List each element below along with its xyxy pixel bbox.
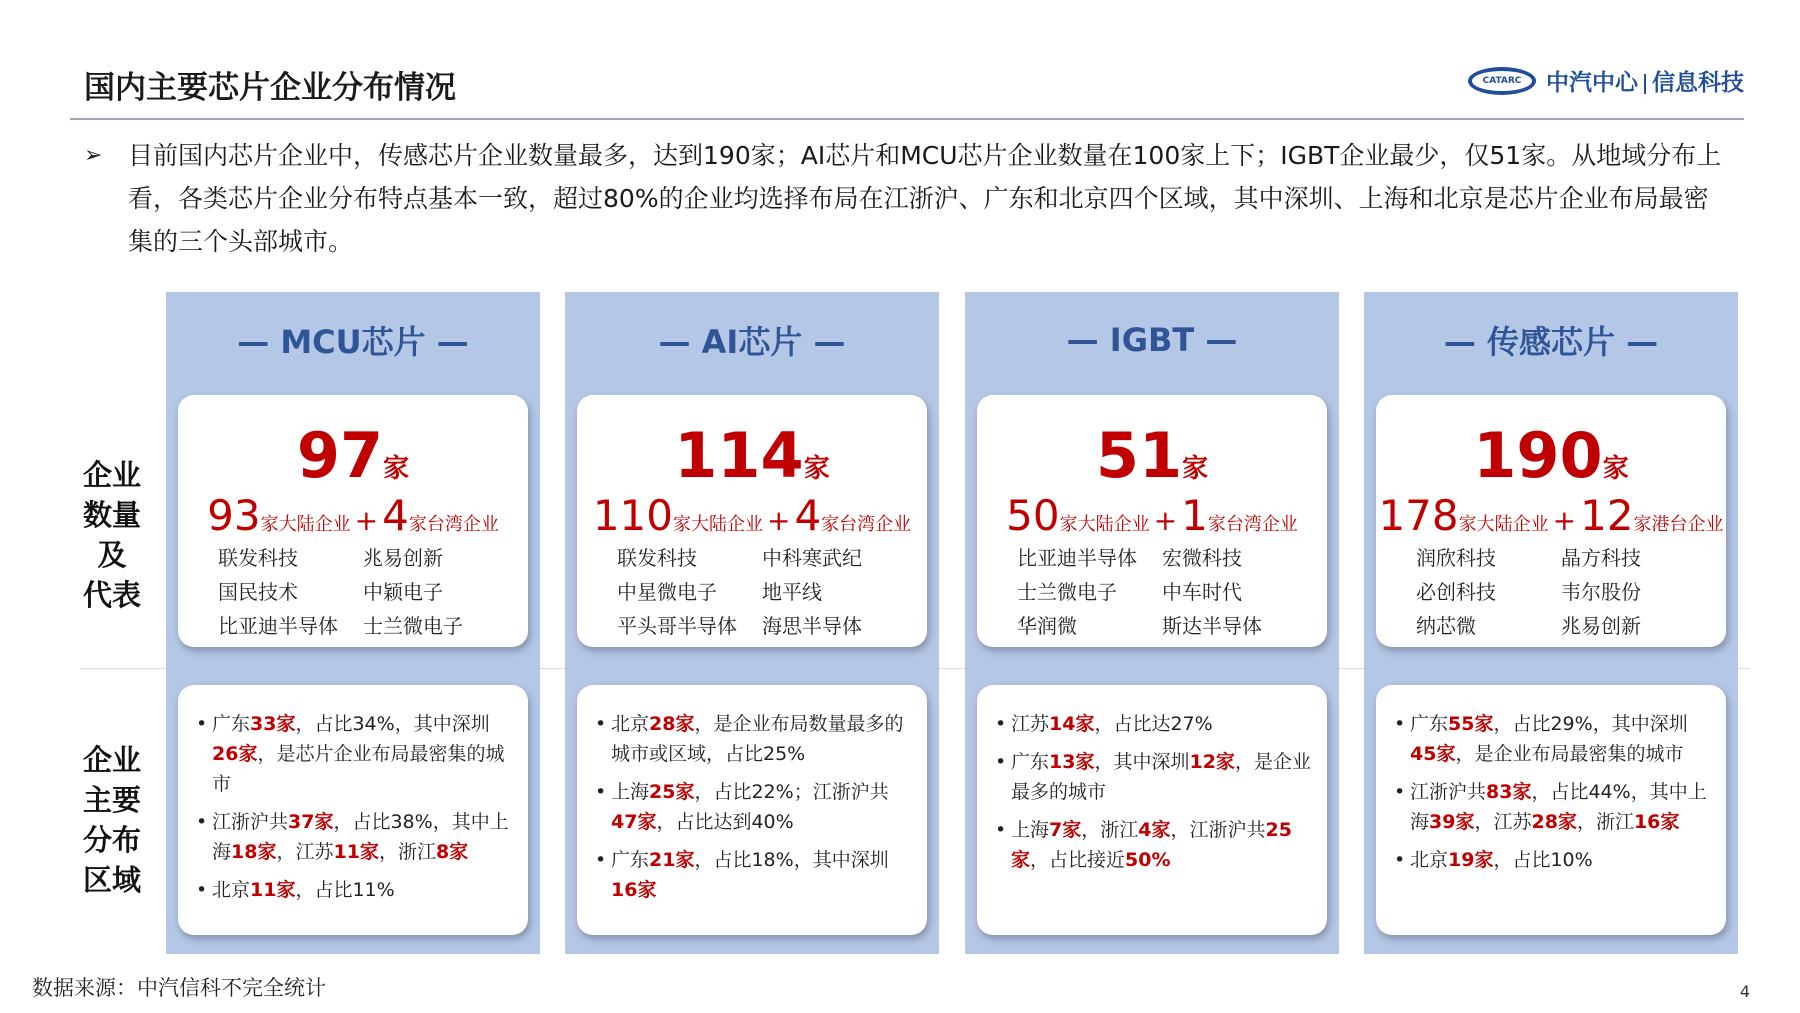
total-unit: 家 [803,454,830,484]
bullet-dot-icon: • [595,781,607,803]
region-bullet [1394,709,1712,769]
representative-company: 比亚迪半导体 [218,614,338,638]
logo-text [1546,64,1744,97]
region-card [1376,685,1726,935]
bullet-segment: ，占比34%，其中深圳 [295,713,490,735]
row-label-line: 分布 [82,823,141,857]
region-bullet [1394,777,1712,837]
region-bullet [995,815,1313,875]
bullet-segment: ，占比22%；江浙沪共 [694,781,889,803]
row-label-region [76,740,148,900]
count-breakdown [577,491,927,540]
region-bullet [1394,845,1712,875]
bullet-dot-icon: • [1394,849,1406,871]
bullet-segment: ，占比11% [295,879,395,901]
bullet-segment: 16家 [611,879,657,901]
bullet-segment: 28家 [1531,811,1577,833]
representative-company: 兆易创新 [1561,614,1641,638]
region-card [577,685,927,935]
bullet-segment: ，江苏 [276,841,334,863]
count-card [1376,395,1726,647]
mainland-count: 178 [1378,491,1459,540]
bullet-dot-icon: • [1394,713,1406,735]
other-label: 家台湾企业 [821,514,912,535]
representative-company: 士兰微电子 [363,614,463,638]
bullet-segment: 广东 [212,713,251,735]
bullet-segment: 广东 [1410,713,1449,735]
representative-company: 兆易创新 [363,546,443,570]
representative-company: 华润微 [1017,614,1077,638]
total-number: 190 [1473,419,1603,492]
bullet-segment: 33家 [250,713,296,735]
representative-companies [1416,545,1706,639]
bullet-segment: 39家 [1429,811,1475,833]
bullet-segment: ，浙江 [1081,819,1139,841]
bullet-segment: 25家 [649,781,695,803]
bullet-segment: ，占比38%，其中上海 [212,811,509,863]
bullet-segment: 上海 [611,781,650,803]
bullet-segment: 8家 [435,841,469,863]
bullet-segment: 37家 [288,811,334,833]
arrow-bullet-icon: ➢ [84,143,103,168]
bullet-segment: ，是企业布局最密集的城市 [1455,743,1684,765]
logo-divider [1644,74,1646,94]
representative-company: 中车时代 [1162,580,1242,604]
bullet-segment: ，占比29%，其中深圳 [1493,713,1688,735]
bullet-segment: 26家 [212,743,258,765]
bullet-dot-icon: • [995,713,1007,735]
bullet-segment: ，江苏 [1474,811,1532,833]
mainland-label: 家大陆企业 [1458,514,1549,535]
representative-company: 联发科技 [617,546,697,570]
mainland-label: 家大陆企业 [1059,514,1150,535]
row-label-line: 主要 [82,783,141,817]
intro-paragraph [84,134,1724,263]
region-bullet [595,709,913,769]
page-number: 4 [1739,982,1750,1001]
bullet-segment: 19家 [1448,849,1494,871]
region-bullet [995,709,1313,739]
representative-company: 中星微电子 [617,580,717,604]
bullet-segment: ，占比10% [1493,849,1593,871]
mainland-label: 家大陆企业 [260,514,351,535]
plus-sign: + [1153,504,1178,537]
data-source: 数据来源：中汽信科不完全统计 [32,976,326,1000]
column-sensor [1364,292,1738,954]
representative-company: 润欣科技 [1416,546,1496,570]
total-count [1376,419,1726,492]
count-breakdown [1376,491,1726,540]
representative-company: 比亚迪半导体 [1017,546,1137,570]
representative-company: 韦尔股份 [1561,580,1641,604]
mainland-count: 110 [592,491,673,540]
mainland-label: 家大陆企业 [672,514,763,535]
region-bullets [1394,709,1712,883]
row-label-line: 区域 [82,863,141,897]
region-card [977,685,1327,935]
bullet-segment: 50% [1125,849,1171,871]
bullet-text [212,709,514,799]
bullet-dot-icon: • [196,713,208,735]
total-unit: 家 [383,454,410,484]
total-number: 97 [296,419,384,492]
representative-company: 宏微科技 [1162,546,1242,570]
region-card [178,685,528,935]
bullet-dot-icon: • [196,811,208,833]
bullet-segment: ，占比44%，其中上海 [1410,781,1707,833]
bullet-segment: 45家 [1410,743,1456,765]
representative-company: 必创科技 [1416,580,1496,604]
bullet-text [611,709,913,769]
bullet-segment: 北京 [1410,849,1449,871]
other-count: 4 [382,491,409,540]
bullet-dot-icon: • [995,819,1007,841]
bullet-dot-icon: • [995,751,1007,773]
total-unit: 家 [1182,454,1209,484]
column-title: — MCU芯片 — [237,323,469,361]
count-card [577,395,927,647]
total-number: 114 [674,419,804,492]
plus-sign: + [354,504,379,537]
intro-text: 目前国内芯片企业中，传感芯片企业数量最多，达到190家；AI芯片和MCU芯片企业数量在100家上下；IGBT企业最少，仅51家。从地域分布上看，各类芯片企业分布特点基本一致，超过80%的企业均选择布局在江浙沪、广东和北京四个区域，其中深圳、上海和北京是芯片企业布局最密集的三个头部城市。 [128,141,1722,256]
bullet-segment: 12家 [1189,751,1235,773]
column-mcu [166,292,540,954]
mainland-count: 50 [1006,491,1060,540]
bullet-segment: 4家 [1138,819,1171,841]
bullet-segment: 13家 [1049,751,1095,773]
row-label-count [76,455,148,615]
row-label-line: 数量 [82,498,141,532]
region-bullet [595,845,913,905]
bullet-text [212,807,514,867]
bullet-segment: 北京 [212,879,251,901]
region-bullet [196,709,514,799]
bullet-segment: ，是芯片企业布局最密集的城市 [212,743,505,795]
representative-company: 海思半导体 [762,614,862,638]
bullet-text [1011,815,1313,875]
bullet-segment: ，是企业最多的城市 [1011,751,1311,803]
bullet-segment: 21家 [649,849,695,871]
bullet-dot-icon: • [196,879,208,901]
region-bullet [995,747,1313,807]
plus-sign: + [766,504,791,537]
row-label-line: 企业 [82,458,141,492]
logo-right-text: 信息科技 [1652,70,1744,96]
count-card [977,395,1327,647]
region-bullets [196,709,514,913]
representative-company: 平头哥半导体 [617,614,737,638]
mainland-count: 93 [207,491,261,540]
representative-company: 国民技术 [218,580,298,604]
other-label: 家港台企业 [1633,514,1724,535]
bullet-segment: 18家 [231,841,277,863]
bullet-text [611,845,913,905]
other-count: 1 [1181,491,1208,540]
bullet-segment: ，占比达27% [1094,713,1213,735]
bullet-segment: ，浙江 [1576,811,1634,833]
bullet-segment: 江苏 [1011,713,1050,735]
representative-company: 地平线 [762,580,822,604]
representative-company: 斯达半导体 [1162,614,1262,638]
bullet-text [1410,845,1593,875]
bullet-segment: ，江浙沪共 [1170,819,1266,841]
bullet-segment: 广东 [1011,751,1050,773]
bullet-segment: 11家 [333,841,379,863]
row-label-line: 代表 [82,578,141,612]
bullet-text [1410,709,1712,769]
representative-company: 晶方科技 [1561,546,1641,570]
bullet-segment: 14家 [1049,713,1095,735]
bullet-text [1011,747,1313,807]
bullet-segment: 11家 [250,879,296,901]
bullet-segment: 广东 [611,849,650,871]
column-title: — 传感芯片 — [1443,323,1659,361]
representative-company: 士兰微电子 [1017,580,1117,604]
bullet-segment: 28家 [649,713,695,735]
region-bullet [196,807,514,867]
total-count [977,419,1327,492]
bullet-dot-icon: • [595,713,607,735]
representative-company: 中科寒武纪 [762,546,862,570]
bullet-text [1410,777,1712,837]
bullet-segment: ，占比达到40% [656,811,794,833]
row-label-line: 企业 [82,743,141,777]
bullet-segment: ，浙江 [378,841,436,863]
bullet-segment: 55家 [1448,713,1494,735]
region-bullet [196,875,514,905]
count-breakdown [178,491,528,540]
logo-left-text: 中汽中心 [1546,70,1638,96]
region-bullet [595,777,913,837]
other-count: 4 [794,491,822,540]
other-count: 12 [1580,491,1634,540]
column-ai [565,292,939,954]
total-unit: 家 [1602,454,1629,484]
bullet-dot-icon: • [595,849,607,871]
representative-company: 纳芯微 [1416,614,1476,638]
bullet-segment: ，占比18%，其中深圳 [694,849,889,871]
bullet-segment: 上海 [1011,819,1050,841]
representative-companies [1017,545,1307,639]
representative-companies [218,545,508,639]
bullet-segment: 16家 [1633,811,1680,833]
bullet-text [212,875,395,905]
region-bullets [595,709,913,913]
count-card [178,395,528,647]
bullet-segment: ，是企业布局数量最多的城市或区域，占比25% [611,713,904,765]
bullet-segment: 83家 [1486,781,1532,803]
bullet-segment: 江浙沪共 [1410,781,1487,803]
bullet-segment: 北京 [611,713,650,735]
representative-companies [617,545,907,639]
page-title: 国内主要芯片企业分布情况 [84,70,456,106]
bullet-segment: 47家 [611,811,657,833]
region-bullets [995,709,1313,883]
total-number: 51 [1095,419,1183,492]
representative-company: 联发科技 [218,546,298,570]
count-breakdown [977,491,1327,540]
total-count [577,419,927,492]
catarc-logo-icon: CATARC [1468,67,1536,95]
column-title: — IGBT — [1066,321,1238,359]
column-title: — AI芯片 — [658,323,846,361]
bullet-text [611,777,913,837]
company-logo [1468,64,1744,97]
plus-sign: + [1552,504,1577,537]
bullet-segment: 25家 [1011,819,1292,871]
bullet-dot-icon: • [1394,781,1406,803]
bullet-text [1011,709,1213,739]
bullet-segment: 江浙沪共 [212,811,289,833]
other-label: 家台湾企业 [1207,514,1298,535]
representative-company: 中颖电子 [363,580,443,604]
total-count [178,419,528,492]
bullet-segment: ，占比接近 [1030,849,1126,871]
bullet-segment: 7家 [1049,819,1082,841]
other-label: 家台湾企业 [408,514,499,535]
column-igbt [965,292,1339,954]
bullet-segment: ，其中深圳 [1094,751,1190,773]
row-label-line: 及 [97,538,127,572]
header-divider [70,118,1744,120]
